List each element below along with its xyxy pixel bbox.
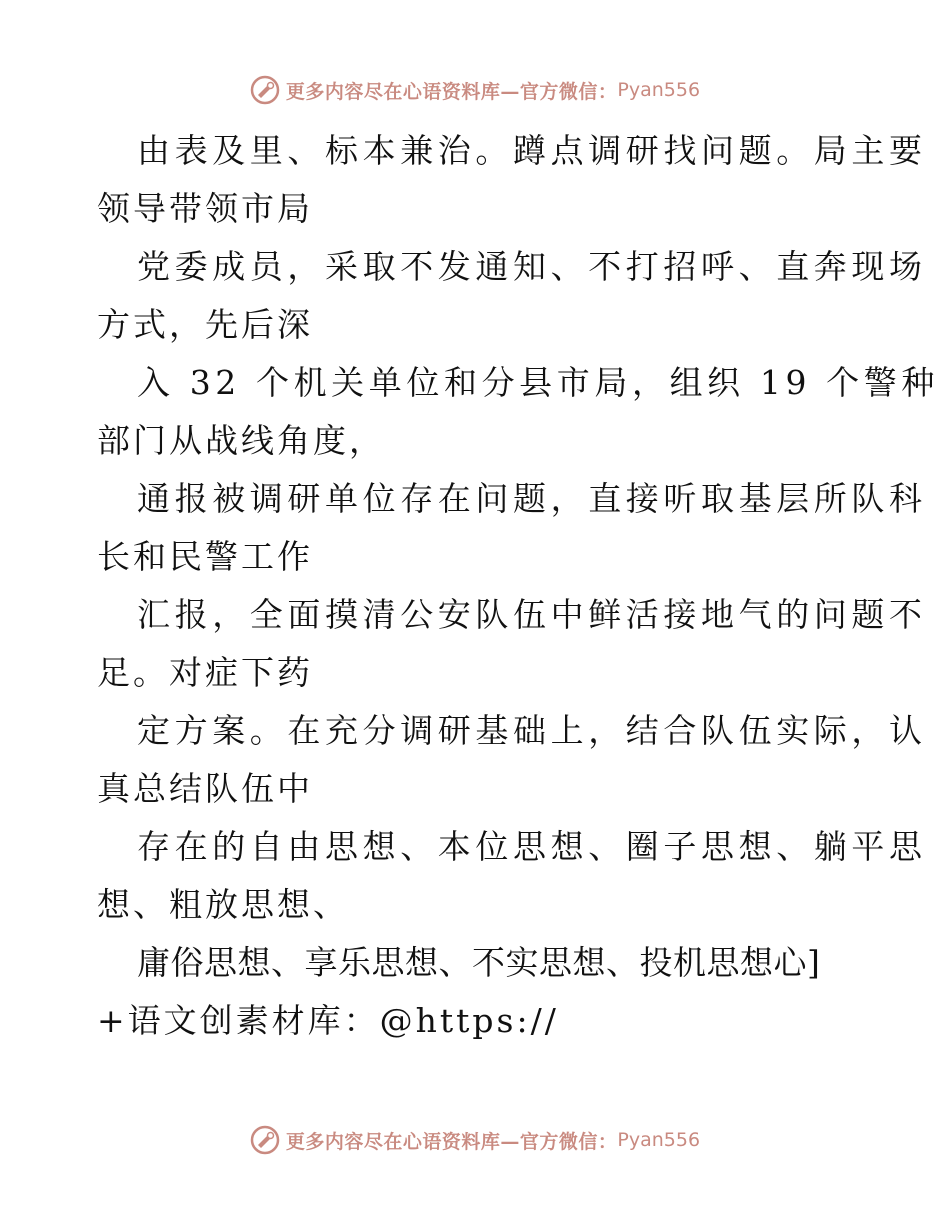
watermark-text: 更多内容尽在心语资料库—官方微信： [285,1130,618,1153]
text-line: 存在的自由思想、本位思想、圈子思想、躺平思 [137,827,927,866]
text-line: 党委成员，采取不发通知、不打招呼、直奔现场 [137,247,927,286]
text-line: 由表及里、标本兼治。蹲点调研找问题。局主要 [137,131,927,170]
text-line: 通报被调研单位存在问题，直接听取基层所队科 [137,479,927,518]
text-line: 入 32 个机关单位和分县市局，组织 19 个警种 [137,363,939,402]
text-line: 汇报，全面摸清公安队伍中鲜活接地气的问题不 [137,595,927,634]
pen-logo-icon [250,75,280,105]
footer-watermark-banner [0,1120,950,1160]
header-watermark-banner [0,70,950,110]
document-body [97,122,939,1050]
text-line: 真总结队伍中 [97,769,313,808]
text-line: 方式，先后深 [97,305,313,344]
text-line: 想、粗放思想、 [97,885,349,924]
text-line: +语文创素材库：@https:// [97,1001,559,1040]
text-line: 庸俗思想、享乐思想、不实思想、投机思想心] [137,943,821,982]
watermark-wechat-id: Pyan556 [617,79,701,101]
text-line: 长和民警工作 [97,537,313,576]
text-line: 足。对症下药 [97,653,313,692]
pen-logo-icon [250,1125,280,1155]
watermark-wechat-id: Pyan556 [617,1129,701,1151]
text-line: 部门从战线角度， [97,421,385,460]
text-line: 定方案。在充分调研基础上，结合队伍实际，认 [137,711,927,750]
watermark-text: 更多内容尽在心语资料库—官方微信： [285,80,618,103]
text-line: 领导带领市局 [97,189,313,228]
